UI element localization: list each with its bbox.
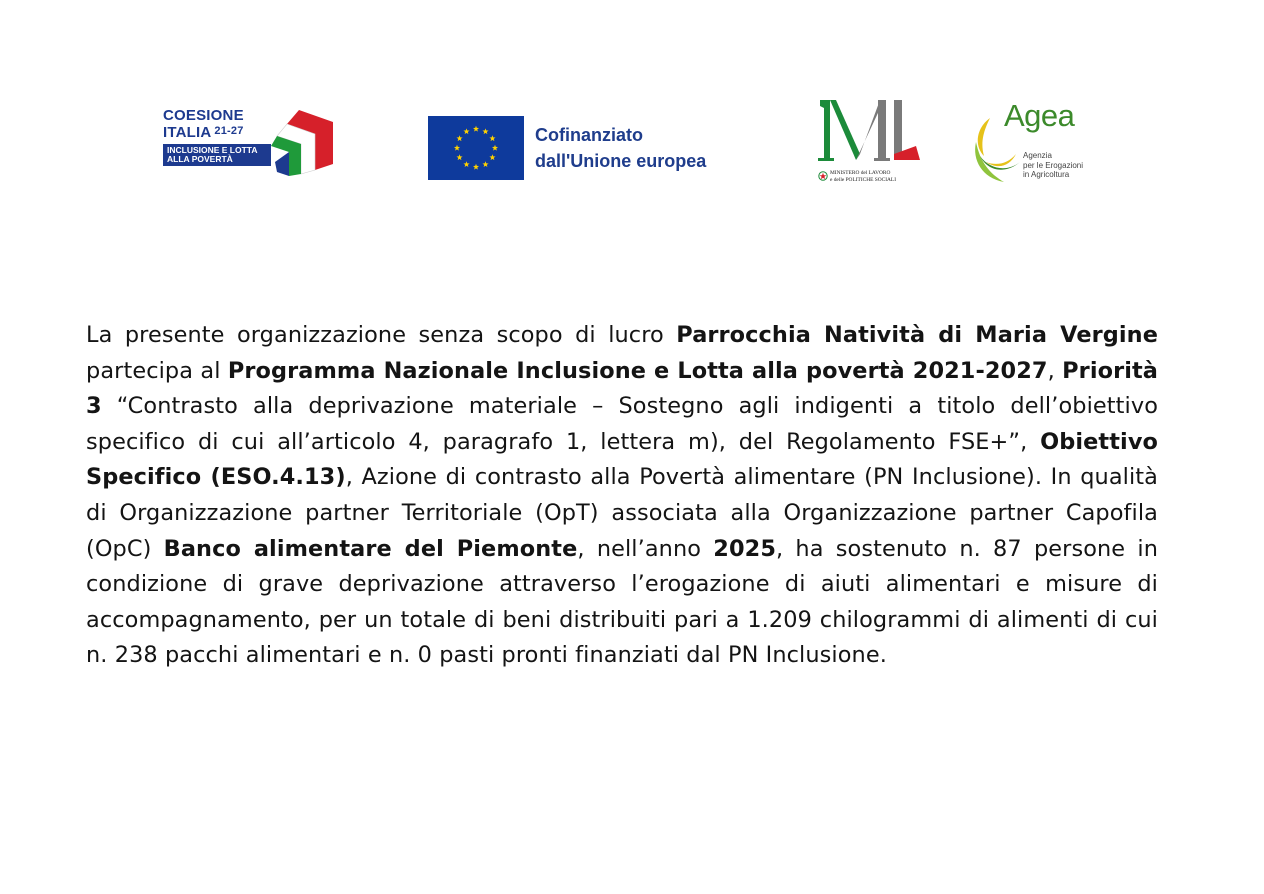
agea-sub-line2: per le Erogazioni — [1023, 160, 1084, 170]
year-value: 2025 — [713, 535, 776, 562]
ministero-caption — [830, 170, 896, 183]
agea-logo — [970, 100, 1090, 190]
eu-star-icon — [457, 154, 463, 160]
body-text-7: , ha sostenuto n. 87 persone in condizione di grave deprivazione attraverso l’erogazione di aiuti alimentari e misure di accompagnamento, per un totale di beni distribuiti pari a 1.209 chilogrammi di alimenti di cui n. 238 pacchi alimentari e n. 0 pasti pronti finanziati dal PN Inclusione. — [86, 535, 1159, 669]
eu-line1: Cofinanziato — [535, 125, 643, 145]
body-text-1: La presente organizzazione senza scopo di lucro — [86, 322, 677, 348]
eu-star-icon — [463, 128, 469, 134]
ministero-caption-line2: e delle POLITICHE SOCIALI — [830, 176, 897, 183]
eu-star-icon — [454, 145, 460, 151]
priority-label: Priorità 3 — [86, 357, 1159, 420]
specific-objective: Obiettivo Specifico (ESO.4.13) — [86, 428, 1158, 491]
eu-line2: dall'Unione europea — [535, 151, 707, 171]
italy-chevron-icon — [271, 110, 335, 176]
eu-cofunded-logo — [428, 116, 740, 182]
program-name: Programma Nazionale Inclusione e Lotta alla povertà 2021-2027 — [227, 357, 1048, 384]
italian-emblem-icon — [818, 171, 828, 181]
eu-flag-icon — [428, 116, 524, 180]
eu-star-icon — [457, 135, 463, 141]
eu-cofunded-text — [535, 122, 706, 174]
eu-star-icon — [489, 135, 495, 141]
ministero-lavoro-logo — [816, 96, 924, 188]
coesione-title: COESIONE — [163, 107, 244, 124]
logo-strip — [0, 0, 1264, 200]
body-text-4: “Contrasto alla deprivazione materiale – Sostegno agli indigenti a titolo dell’obiettivo specifico di cui all’articolo 4, paragrafo 1, lettera m), del Regolamento FSE+”, — [86, 393, 1158, 455]
coesione-box-line2: ALLA POVERTÀ — [167, 154, 233, 164]
eu-star-icon — [482, 128, 488, 134]
body-text-5: , Azione di contrasto alla Povertà alimentare (PN Inclusione). In qualità di Organizzazione partner Territoriale (OpT) associata alla Organizzazione partner Capofila (OpC) — [86, 464, 1158, 562]
ministero-caption-line1: MINISTERO del LAVORO — [830, 170, 891, 176]
eu-star-icon — [473, 164, 479, 170]
body-text-6: , nell’anno — [577, 535, 714, 562]
coesione-years: 21-27 — [214, 125, 244, 137]
agea-subtitle — [1023, 151, 1083, 180]
coesione-program-box — [163, 144, 271, 166]
body-text-3: , — [1047, 357, 1063, 384]
coesione-subtitle: ITALIA $^{21-27}$ — [163, 124, 244, 141]
eu-star-icon — [473, 126, 479, 132]
program-statement-paragraph — [86, 318, 1158, 674]
ministero-ml-logo — [816, 96, 924, 170]
body-text-2: partecipa al — [86, 357, 228, 384]
coesione-italia-logo — [163, 108, 335, 180]
capofila-organization: Banco alimentare del Piemonte — [163, 535, 578, 562]
agea-sub-line3: in Agricoltura — [1023, 170, 1070, 180]
organization-name: Parrocchia Natività di Maria Vergine — [676, 322, 1159, 348]
eu-star-icon — [482, 161, 488, 167]
coesione-box-line1: INCLUSIONE E LOTTA — [167, 145, 258, 155]
eu-star-icon — [463, 161, 469, 167]
eu-star-icon — [489, 154, 495, 160]
agea-name: Agea — [1004, 98, 1075, 133]
agea-sub-line1: Agenzia — [1023, 151, 1052, 160]
eu-star-icon — [492, 145, 498, 151]
